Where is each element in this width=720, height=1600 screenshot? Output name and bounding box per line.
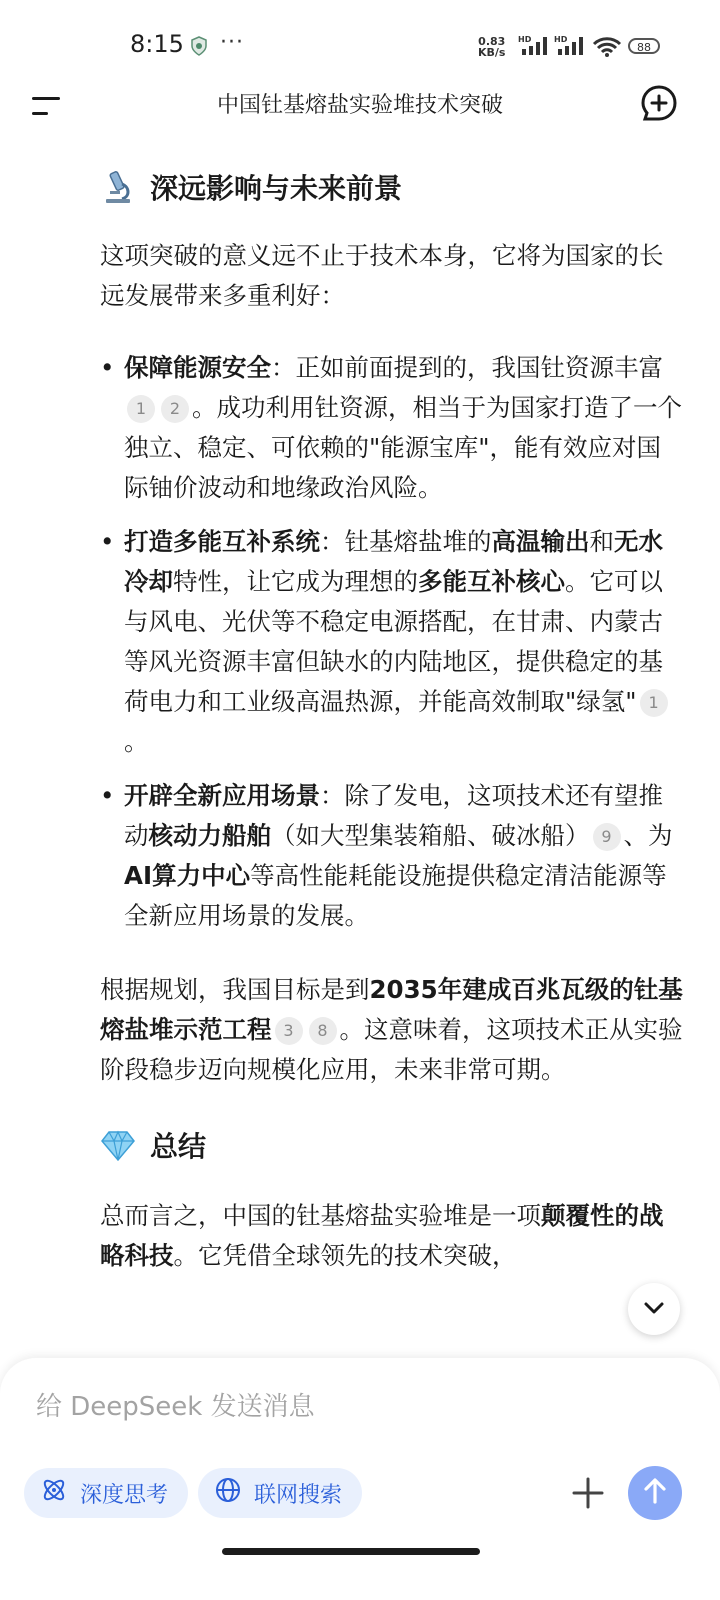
section-heading-summary xyxy=(100,1116,685,1174)
list-item xyxy=(100,522,685,762)
citation-badge[interactable]: 1 xyxy=(127,395,155,423)
more-notifications-icon: ··· xyxy=(220,30,244,55)
section-heading-impact xyxy=(100,158,685,216)
bold-text: 颠覆性的战略科技 xyxy=(100,1201,664,1270)
chat-title: 中国钍基熔盐实验堆技术突破 xyxy=(216,93,503,118)
battery-indicator: 88 xyxy=(628,38,660,54)
text-run: 。它可以与风电、光伏等不稳定电源搭配，在甘肃、内蒙古等风光资源丰富但缺水的内陆地区，提供稳定的基荷电力和工业级高温热源，并能高效制取"绿氢" xyxy=(124,567,663,716)
text-run: 总而言之，中国的钍基熔盐实验堆是一项 xyxy=(100,1201,541,1230)
bullet-list xyxy=(100,348,685,936)
citation-badge[interactable]: 2 xyxy=(161,395,189,423)
web-search-label: 联网搜索 xyxy=(254,1482,343,1508)
message-input[interactable] xyxy=(34,1384,598,1430)
text-run: ：除了发电，这项技术还有望推动 xyxy=(124,781,663,850)
signal-2-icon xyxy=(554,34,586,60)
text-run: 。它凭借全球领先的技术突破， xyxy=(173,1241,517,1270)
status-time: 8:15 xyxy=(130,30,184,58)
bold-text: 多能互补核心 xyxy=(418,567,565,596)
bold-text: 无水冷却 xyxy=(124,527,663,596)
text-run: 等高性能耗能设施提供稳定清洁能源等全新应用场景的发展。 xyxy=(124,861,667,930)
network-speed xyxy=(478,36,505,58)
list-item xyxy=(100,348,685,508)
bold-text: 高温输出 xyxy=(491,527,590,556)
bold-text: 打造多能互补系统 xyxy=(124,527,320,556)
bold-text: 保障能源安全 xyxy=(124,353,271,382)
text-run: 、为 xyxy=(623,821,673,850)
citation-badge[interactable]: 3 xyxy=(275,1017,303,1045)
text-run: ：钍基熔盐堆的 xyxy=(320,527,492,556)
citation-badge[interactable]: 9 xyxy=(593,823,621,851)
web-search-toggle[interactable] xyxy=(198,1468,362,1518)
globe-icon xyxy=(214,1476,254,1510)
text-run: 和 xyxy=(589,527,614,556)
deep-think-label: 深度思考 xyxy=(80,1482,169,1508)
deep-think-toggle[interactable] xyxy=(24,1468,188,1518)
new-chat-icon[interactable] xyxy=(640,84,678,122)
citation-badge[interactable]: 8 xyxy=(309,1017,337,1045)
atom-icon xyxy=(40,1476,80,1510)
text-run: 特性，让它成为理想的 xyxy=(173,567,418,596)
bold-text: 核动力船舶 xyxy=(148,821,271,850)
hd-2-label: HD xyxy=(554,35,568,44)
microscope-icon xyxy=(100,169,136,205)
assistant-message xyxy=(100,150,685,1276)
text-run: （如大型集装箱船、破冰船） xyxy=(271,821,590,850)
paragraph-summary xyxy=(100,1196,685,1276)
wifi-icon xyxy=(592,36,622,62)
scroll-to-bottom-button[interactable] xyxy=(628,1283,680,1335)
citation-badge[interactable]: 1 xyxy=(640,689,668,717)
bold-text: 开辟全新应用场景 xyxy=(124,781,320,810)
section-heading-impact-text: 深远影响与未来前景 xyxy=(150,172,403,205)
send-button[interactable] xyxy=(628,1466,682,1520)
text-run: ：正如前面提到的，我国钍资源丰富 xyxy=(271,353,663,382)
text-run: 根据规划，我国目标是到 xyxy=(100,975,370,1004)
text-run: 。 xyxy=(124,727,149,756)
attach-plus-icon[interactable] xyxy=(570,1475,606,1511)
chevron-down-icon xyxy=(643,1300,665,1319)
network-speed-value: 0.83 xyxy=(478,35,506,48)
chat-header xyxy=(0,70,720,140)
app-notification-icon xyxy=(190,36,208,60)
message-composer xyxy=(0,1358,720,1600)
arrow-up-icon xyxy=(642,1477,668,1509)
text-run: 。成功利用钍资源，相当于为国家打造了一个独立、稳定、可依赖的"能源宝库"，能有效应对国际铀价波动和地缘政治风险。 xyxy=(124,393,682,502)
hd-1-label: HD xyxy=(518,35,532,44)
section-heading-summary-text: 总结 xyxy=(150,1130,207,1163)
text-run: 。这意味着，这项技术正从实验阶段稳步迈向规模化应用，未来非常可期。 xyxy=(100,1015,683,1084)
bold-text: AI算力中心 xyxy=(124,861,251,890)
home-indicator xyxy=(222,1548,480,1555)
paragraph-plan xyxy=(100,970,685,1090)
bold-text: 2035年建成百兆瓦级的钍基熔盐堆示范工程 xyxy=(100,975,683,1044)
list-item xyxy=(100,776,685,936)
paragraph-intro: 这项突破的意义远不止于技术本身，它将为国家的长远发展带来多重利好： xyxy=(100,241,664,310)
gem-icon xyxy=(100,1127,136,1163)
network-speed-unit: KB/s xyxy=(478,46,506,59)
signal-1-icon xyxy=(518,34,550,60)
